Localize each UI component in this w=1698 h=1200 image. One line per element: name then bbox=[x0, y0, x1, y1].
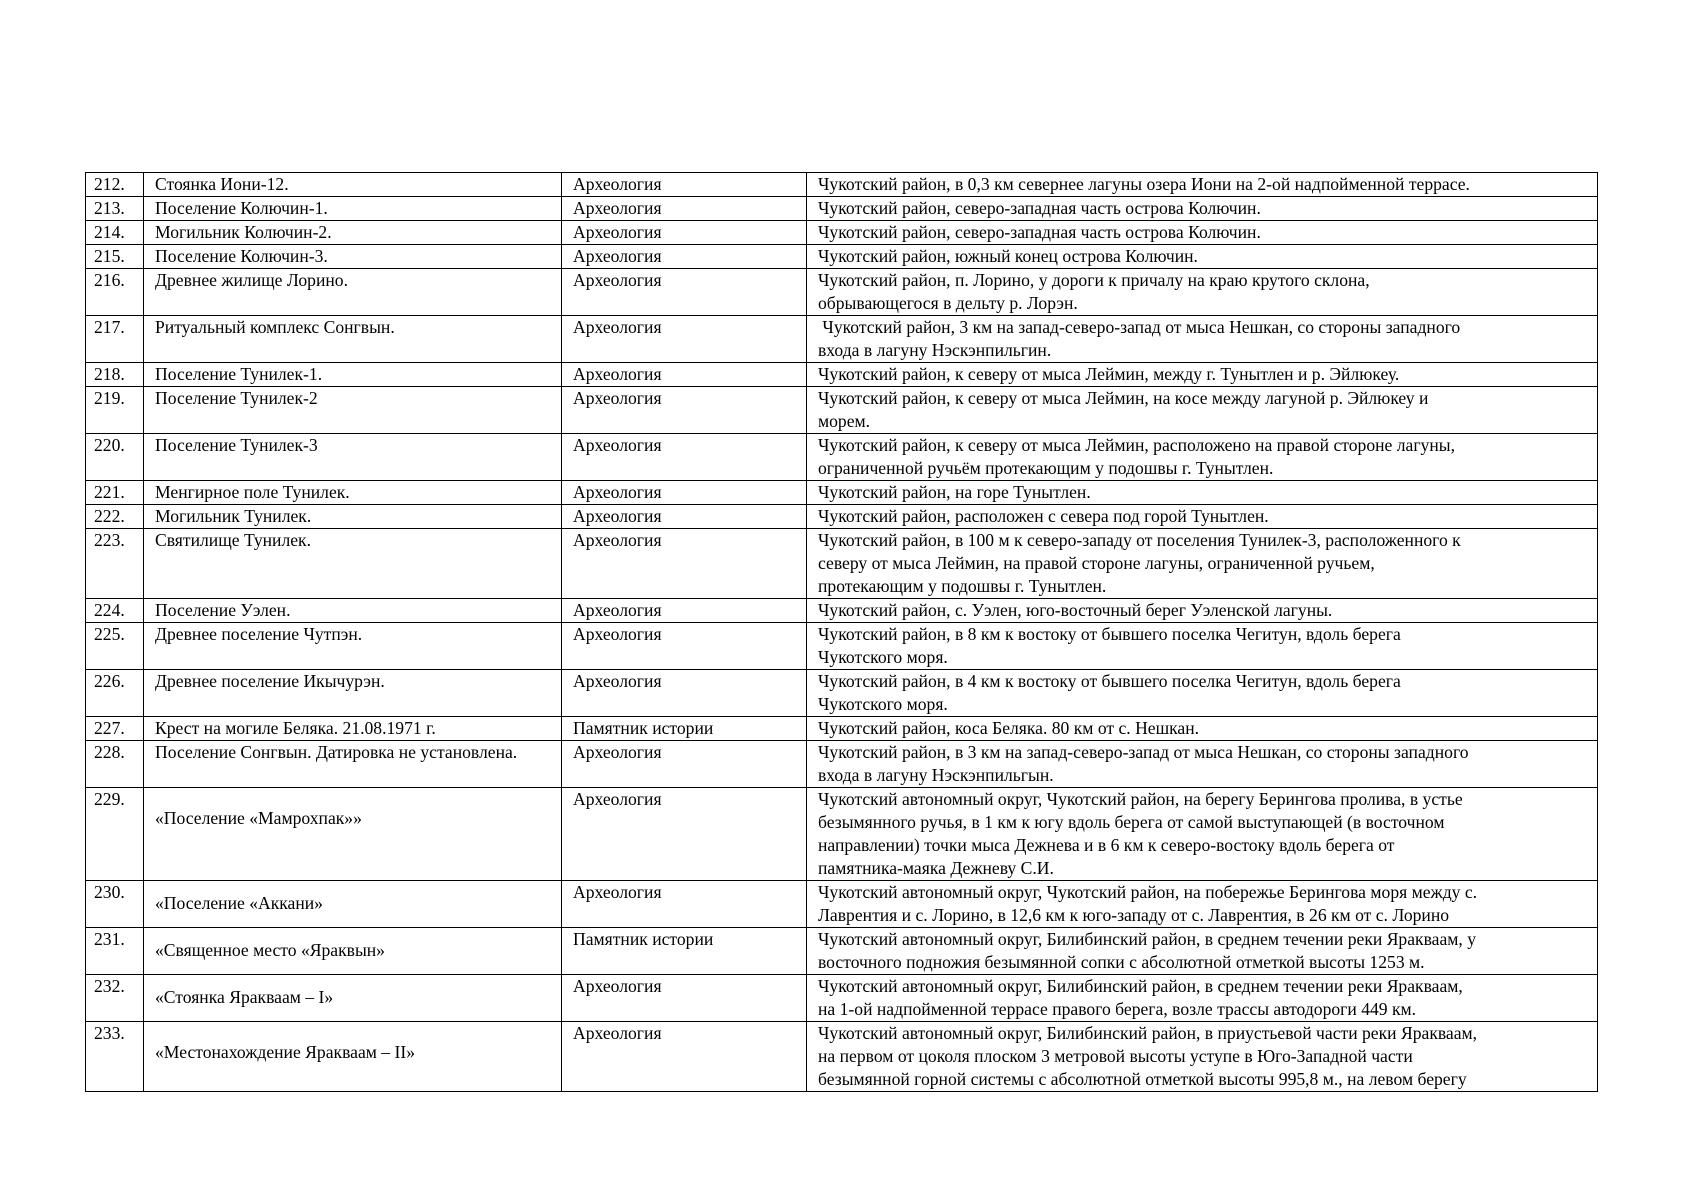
site-category: Археология bbox=[562, 387, 807, 434]
site-location bbox=[807, 269, 1598, 316]
row-number: 218. bbox=[86, 363, 144, 387]
site-name-text: «Местонахождение Яракваам – II» bbox=[155, 1042, 416, 1062]
site-name: Ритуальный комплекс Сонгвын. bbox=[144, 316, 562, 363]
site-category: Археология bbox=[562, 481, 807, 505]
table-row bbox=[86, 481, 1598, 505]
site-category: Археология bbox=[562, 505, 807, 529]
row-number: 228. bbox=[86, 741, 144, 788]
location-line: протекающим у подошвы г. Тунытлен. bbox=[818, 576, 1107, 596]
row-number: 226. bbox=[86, 670, 144, 717]
location-line: Чукотский район, коса Беляка. 80 км от с. Нешкан. bbox=[818, 718, 1200, 738]
row-number: 215. bbox=[86, 245, 144, 269]
location-line: Чукотский автономный округ, Чукотский район, на берегу Берингова пролива, в устье bbox=[818, 789, 1463, 809]
site-category: Памятник истории bbox=[562, 928, 807, 975]
location-line: Чукотский район, южный конец острова Колючин. bbox=[818, 246, 1198, 266]
location-line: ограниченной ручьём протекающим у подошвы г. Тунытлен. bbox=[818, 458, 1274, 478]
location-line: Чукотский автономный округ, Билибинский район, в среднем течении реки Яракваам, bbox=[818, 976, 1463, 996]
location-line: на 1-ой надпойменной террасе правого берега, возле трассы автодороги 449 км. bbox=[818, 999, 1417, 1019]
site-location bbox=[807, 481, 1598, 505]
site-name bbox=[144, 1022, 562, 1092]
site-location bbox=[807, 670, 1598, 717]
site-location bbox=[807, 741, 1598, 788]
row-number: 217. bbox=[86, 316, 144, 363]
site-category: Археология bbox=[562, 363, 807, 387]
site-location bbox=[807, 387, 1598, 434]
location-line: Чукотский район, в 100 м к северо-западу от поселения Тунилек-3, расположенного к bbox=[818, 530, 1461, 550]
row-number: 222. bbox=[86, 505, 144, 529]
site-name: Могильник Колючин-2. bbox=[144, 221, 562, 245]
location-line: обрывающегося в дельту р. Лорэн. bbox=[818, 293, 1078, 313]
row-number: 233. bbox=[86, 1022, 144, 1092]
location-line: Чукотский район, на горе Тунытлен. bbox=[818, 482, 1091, 502]
site-name bbox=[144, 881, 562, 928]
location-line: Чукотский автономный округ, Билибинский район, в среднем течении реки Яракваам, у bbox=[818, 929, 1477, 949]
table-row bbox=[86, 363, 1598, 387]
site-category: Археология bbox=[562, 173, 807, 197]
site-name: Поселение Колючин-3. bbox=[144, 245, 562, 269]
site-location bbox=[807, 505, 1598, 529]
site-name: Стоянка Иони-12. bbox=[144, 173, 562, 197]
site-name: Поселение Колючин-1. bbox=[144, 197, 562, 221]
table-row bbox=[86, 173, 1598, 197]
row-number: 230. bbox=[86, 881, 144, 928]
row-number: 221. bbox=[86, 481, 144, 505]
row-number: 219. bbox=[86, 387, 144, 434]
site-name bbox=[144, 975, 562, 1022]
site-location bbox=[807, 245, 1598, 269]
site-location bbox=[807, 363, 1598, 387]
location-line: входа в лагуну Нэскэнпильгын. bbox=[818, 765, 1054, 785]
site-name: Древнее поселение Чутпэн. bbox=[144, 623, 562, 670]
site-name: Менгирное поле Тунилек. bbox=[144, 481, 562, 505]
site-name: Древнее поселение Икычурэн. bbox=[144, 670, 562, 717]
site-name-text: «Стоянка Яракваам – I» bbox=[155, 987, 334, 1007]
site-name: Поселение Тунилек-1. bbox=[144, 363, 562, 387]
row-number: 231. bbox=[86, 928, 144, 975]
location-line: Чукотский район, северо-западная часть острова Колючин. bbox=[818, 222, 1261, 242]
location-line: Чукотский район, северо-западная часть острова Колючин. bbox=[818, 198, 1261, 218]
site-name: Поселение Тунилек-2 bbox=[144, 387, 562, 434]
location-line: северу от мыса Леймин, на правой стороне лагуны, ограниченной ручьем, bbox=[818, 553, 1375, 573]
table-row bbox=[86, 269, 1598, 316]
table-row bbox=[86, 599, 1598, 623]
site-location bbox=[807, 881, 1598, 928]
table-row bbox=[86, 928, 1598, 975]
site-name-text: «Поселение «Мамрохпак»» bbox=[155, 808, 362, 828]
row-number: 232. bbox=[86, 975, 144, 1022]
site-category: Археология bbox=[562, 788, 807, 881]
row-number: 227. bbox=[86, 717, 144, 741]
site-location bbox=[807, 599, 1598, 623]
row-number: 224. bbox=[86, 599, 144, 623]
location-line: Чукотский район, в 3 км на запад-северо-запад от мыса Нешкан, со стороны западного bbox=[818, 742, 1469, 762]
site-category: Археология bbox=[562, 316, 807, 363]
row-number: 223. bbox=[86, 529, 144, 599]
location-line: входа в лагуну Нэскэнпильгин. bbox=[818, 340, 1052, 360]
location-line: восточного подножия безымянной сопки с абсолютной отметкой высоты 1253 м. bbox=[818, 952, 1425, 972]
site-name: Древнее жилище Лорино. bbox=[144, 269, 562, 316]
site-name-text: «Поселение «Аккани» bbox=[155, 893, 323, 913]
site-name bbox=[144, 788, 562, 881]
table-body bbox=[86, 173, 1598, 1092]
table-row bbox=[86, 245, 1598, 269]
location-line: Чукотский район, расположен с севера под горой Тунытлен. bbox=[818, 506, 1269, 526]
location-line: Чукотский район, в 8 км к востоку от бывшего поселка Чегитун, вдоль берега bbox=[818, 624, 1401, 644]
site-location bbox=[807, 623, 1598, 670]
site-name: Поселение Тунилек-3 bbox=[144, 434, 562, 481]
location-line: Лаврентия и с. Лорино, в 12,6 км к юго-западу от с. Лаврентия, в 26 км от с. Лорино bbox=[818, 905, 1450, 925]
table-row bbox=[86, 881, 1598, 928]
location-line: памятника-маяка Дежневу С.И. bbox=[818, 858, 1054, 878]
location-line: Чукотский район, в 0,3 км севернее лагуны озера Иони на 2-ой надпойменной террасе. bbox=[818, 174, 1470, 194]
site-location bbox=[807, 316, 1598, 363]
table-row bbox=[86, 670, 1598, 717]
site-location bbox=[807, 975, 1598, 1022]
location-line: морем. bbox=[818, 411, 871, 431]
location-line: Чукотский район, 3 км на запад-северо-запад от мыса Нешкан, со стороны западного bbox=[818, 317, 1461, 337]
location-line: Чукотский район, с. Уэлен, юго-восточный берег Уэленской лагуны. bbox=[818, 600, 1333, 620]
site-location bbox=[807, 717, 1598, 741]
location-line: Чукотский район, п. Лорино, у дороги к причалу на краю крутого склона, bbox=[818, 270, 1370, 290]
site-location bbox=[807, 529, 1598, 599]
site-name: Могильник Тунилек. bbox=[144, 505, 562, 529]
site-category: Археология bbox=[562, 529, 807, 599]
site-category: Археология bbox=[562, 1022, 807, 1092]
location-line: направлении) точки мыса Дежнева и в 6 км к северо-востоку вдоль берега от bbox=[818, 835, 1395, 855]
site-location bbox=[807, 1022, 1598, 1092]
table-row bbox=[86, 221, 1598, 245]
row-number: 220. bbox=[86, 434, 144, 481]
table-row bbox=[86, 741, 1598, 788]
row-number: 216. bbox=[86, 269, 144, 316]
location-line: Чукотский район, к северу от мыса Леймин, на косе между лагуной р. Эйлюкеу и bbox=[818, 388, 1429, 408]
site-category: Археология bbox=[562, 245, 807, 269]
location-line: Чукотский автономный округ, Чукотский район, на побережье Берингова моря между с. bbox=[818, 882, 1478, 902]
location-line: Чукотского моря. bbox=[818, 647, 948, 667]
site-location bbox=[807, 788, 1598, 881]
site-location bbox=[807, 173, 1598, 197]
site-name: Поселение Сонгвын. Датировка не установлена. bbox=[144, 741, 562, 788]
row-number: 213. bbox=[86, 197, 144, 221]
table-row bbox=[86, 197, 1598, 221]
location-line: безымянной горной системы с абсолютной отметкой высоты 995,8 м., на левом берегу bbox=[818, 1069, 1467, 1089]
site-location bbox=[807, 197, 1598, 221]
site-category: Археология bbox=[562, 881, 807, 928]
site-name-text: «Священное место «Яраквын» bbox=[155, 940, 385, 960]
site-category: Археология bbox=[562, 434, 807, 481]
row-number: 214. bbox=[86, 221, 144, 245]
site-category: Археология bbox=[562, 197, 807, 221]
table-row bbox=[86, 387, 1598, 434]
table-row bbox=[86, 788, 1598, 881]
location-line: безымянного ручья, в 1 км к югу вдоль берега от самой выступающей (в восточном bbox=[818, 812, 1445, 832]
location-line: на первом от цоколя плоском 3 метровой высоты уступе в Юго-Западной части bbox=[818, 1046, 1413, 1066]
table-row bbox=[86, 623, 1598, 670]
row-number: 229. bbox=[86, 788, 144, 881]
location-line: Чукотский район, к северу от мыса Леймин, расположено на правой стороне лагуны, bbox=[818, 435, 1455, 455]
location-line: Чукотский автономный округ, Билибинский район, в приустьевой части реки Яракваам, bbox=[818, 1023, 1478, 1043]
site-name: Поселение Уэлен. bbox=[144, 599, 562, 623]
site-category: Археология bbox=[562, 269, 807, 316]
site-name: Святилище Тунилек. bbox=[144, 529, 562, 599]
site-category: Памятник истории bbox=[562, 717, 807, 741]
table-row bbox=[86, 717, 1598, 741]
location-line: Чукотский район, к северу от мыса Леймин, между г. Тунытлен и р. Эйлюкеу. bbox=[818, 364, 1400, 384]
table-row bbox=[86, 434, 1598, 481]
table-row bbox=[86, 1022, 1598, 1092]
site-category: Археология bbox=[562, 599, 807, 623]
heritage-register-page bbox=[85, 172, 1597, 1092]
table-row bbox=[86, 529, 1598, 599]
location-line: Чукотский район, в 4 км к востоку от бывшего поселка Чегитун, вдоль берега bbox=[818, 671, 1401, 691]
site-category: Археология bbox=[562, 623, 807, 670]
site-location bbox=[807, 928, 1598, 975]
row-number: 225. bbox=[86, 623, 144, 670]
table-row bbox=[86, 316, 1598, 363]
row-number: 212. bbox=[86, 173, 144, 197]
site-location bbox=[807, 221, 1598, 245]
heritage-sites-table bbox=[85, 172, 1598, 1092]
site-category: Археология bbox=[562, 741, 807, 788]
site-name: Крест на могиле Беляка. 21.08.1971 г. bbox=[144, 717, 562, 741]
site-category: Археология bbox=[562, 221, 807, 245]
site-category: Археология bbox=[562, 975, 807, 1022]
table-row bbox=[86, 505, 1598, 529]
table-row bbox=[86, 975, 1598, 1022]
site-name bbox=[144, 928, 562, 975]
location-line: Чукотского моря. bbox=[818, 694, 948, 714]
site-location bbox=[807, 434, 1598, 481]
site-category: Археология bbox=[562, 670, 807, 717]
